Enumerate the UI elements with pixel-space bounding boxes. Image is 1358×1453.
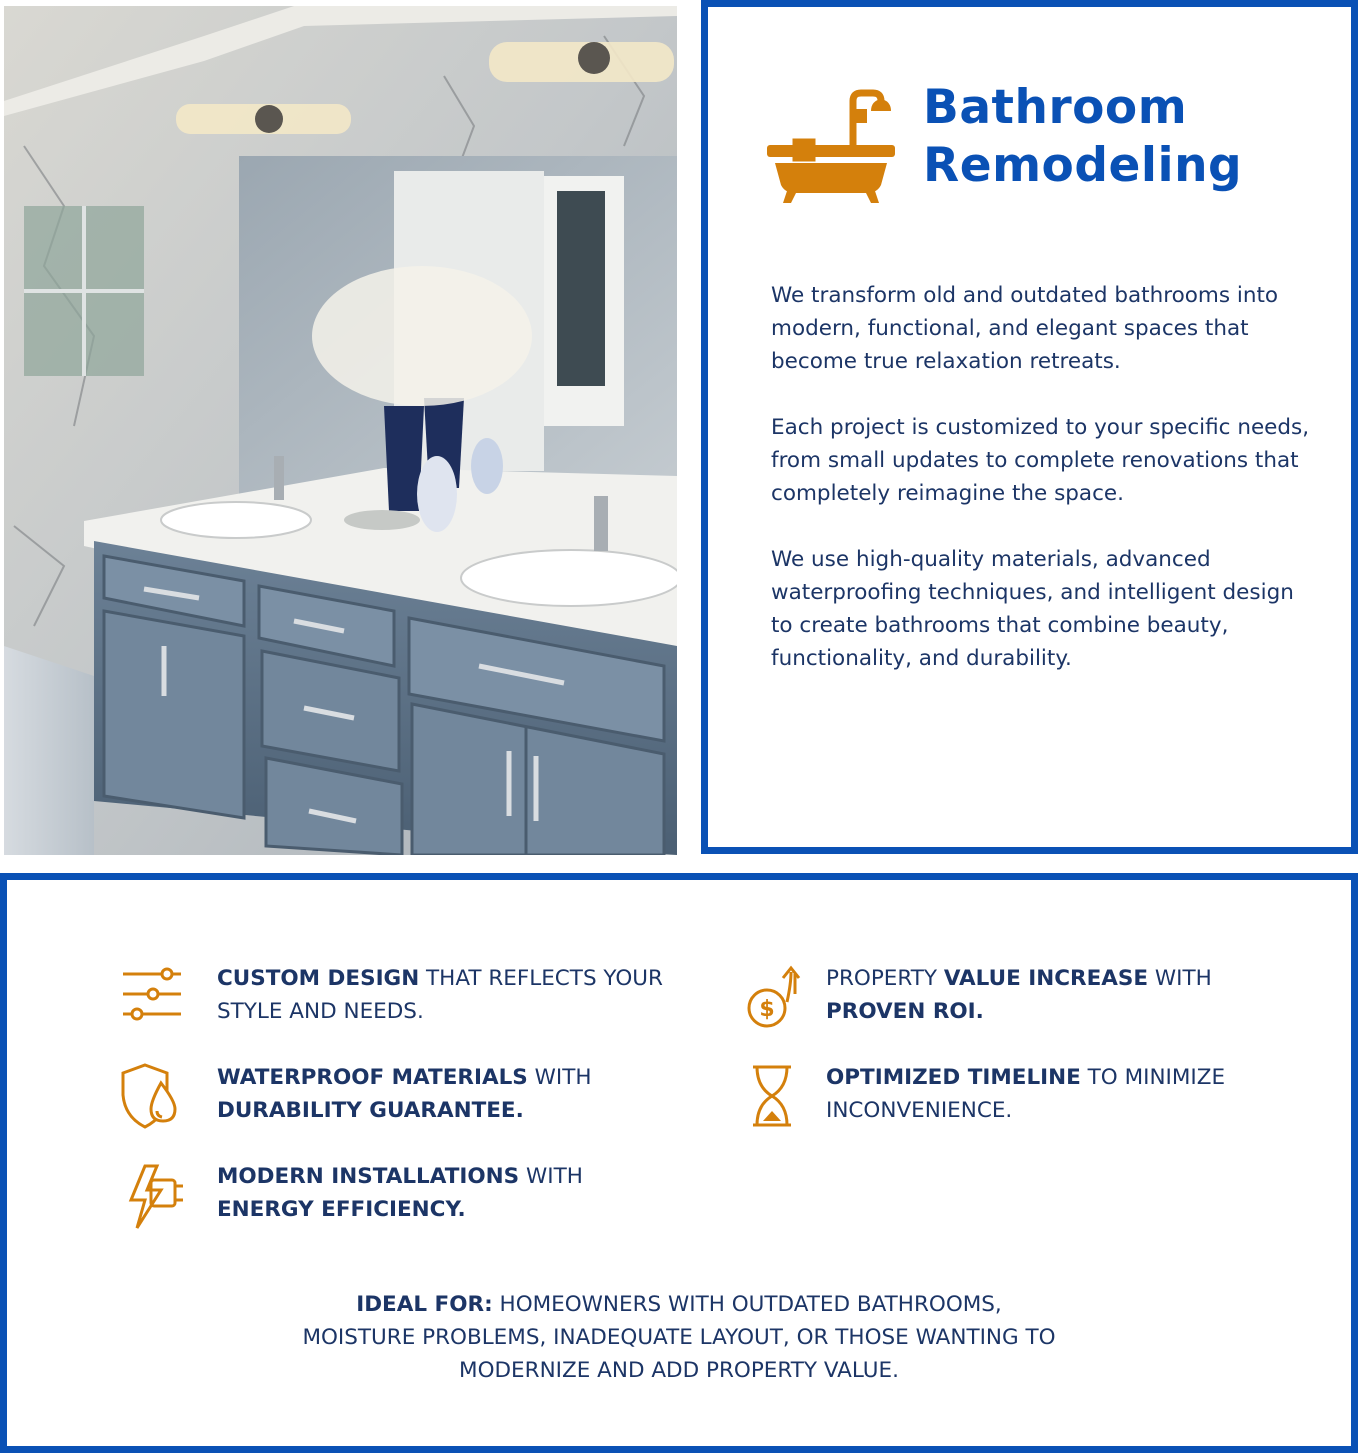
title-line-2: Remodeling [923,138,1243,193]
ideal-line-1-text: HOMEOWNERS WITH OUTDATED BATHROOMS, [492,1292,1002,1317]
feature-custom-design [117,962,677,1032]
dollar-arrow-up-icon [743,962,813,1032]
feature-bold-2: PROVEN ROI. [826,999,984,1024]
feature-text [826,1061,1303,1127]
feature-text [217,962,677,1028]
description-paragraph-2: Each project is customized to your specific needs, from small updates to complete renovations that completely reimagine the space. [771,415,1310,506]
description [771,279,1311,708]
feature-modern-installations [117,1160,677,1230]
benefits-card [0,873,1358,1453]
feature-bold: MODERN INSTALLATIONS [217,1164,520,1189]
feature-value-increase [743,962,1303,1032]
feature-rest: WITH [527,1065,592,1090]
shield-drop-icon [117,1061,187,1131]
page-title [923,79,1242,195]
feature-text [826,962,1303,1028]
feature-waterproof [117,1061,677,1131]
svg-text:$: $ [759,997,775,1022]
feature-bold-2: ENERGY EFFICIENCY. [217,1197,466,1222]
feature-bold: CUSTOM DESIGN [217,966,420,991]
feature-bold-2: DURABILITY GUARANTEE. [217,1098,524,1123]
description-paragraph-1: We transform old and outdated bathrooms into modern, functional, and elegant spaces that become true relaxation retreats. [771,283,1279,374]
ideal-line-3: MODERNIZE AND ADD PROPERTY VALUE. [459,1358,899,1383]
description-paragraph-3: We use high-quality materials, advanced waterproofing techniques, and intelligent design to create bathrooms that combine beauty, functionality, and durability. [771,547,1294,671]
ideal-line-2: MOISTURE PROBLEMS, INADEQUATE LAYOUT, OR THOSE WANTING TO [302,1325,1056,1350]
bathroom-vanity-photo [4,6,677,855]
feature-optimized-timeline [743,1061,1303,1131]
feature-prefix: PROPERTY [826,966,944,991]
feature-bold: WATERPROOF MATERIALS [217,1065,528,1090]
hourglass-icon [743,1061,813,1131]
lightning-plug-icon [117,1160,187,1230]
title-line-1: Bathroom [923,80,1188,135]
ideal-line-1 [7,1288,1351,1321]
bathroom-illustration [4,6,677,855]
sliders-icon [117,962,187,1032]
feature-bold: OPTIMIZED TIMELINE [826,1065,1081,1090]
feature-text [217,1160,677,1226]
feature-rest: WITH [519,1164,583,1189]
feature-bold: VALUE INCREASE [943,966,1149,991]
service-description-card [701,0,1358,854]
ideal-label: IDEAL FOR: [356,1292,493,1317]
feature-text [217,1061,677,1127]
feature-rest: WITH [1148,966,1212,991]
ideal-for-statement [7,1288,1351,1387]
feature-rest: THAT REFLECTS YOUR STYLE AND NEEDS. [217,966,663,1024]
bathtub-shower-icon [761,87,901,205]
feature-rest: TO MINIMIZE INCONVENIENCE. [826,1065,1226,1123]
